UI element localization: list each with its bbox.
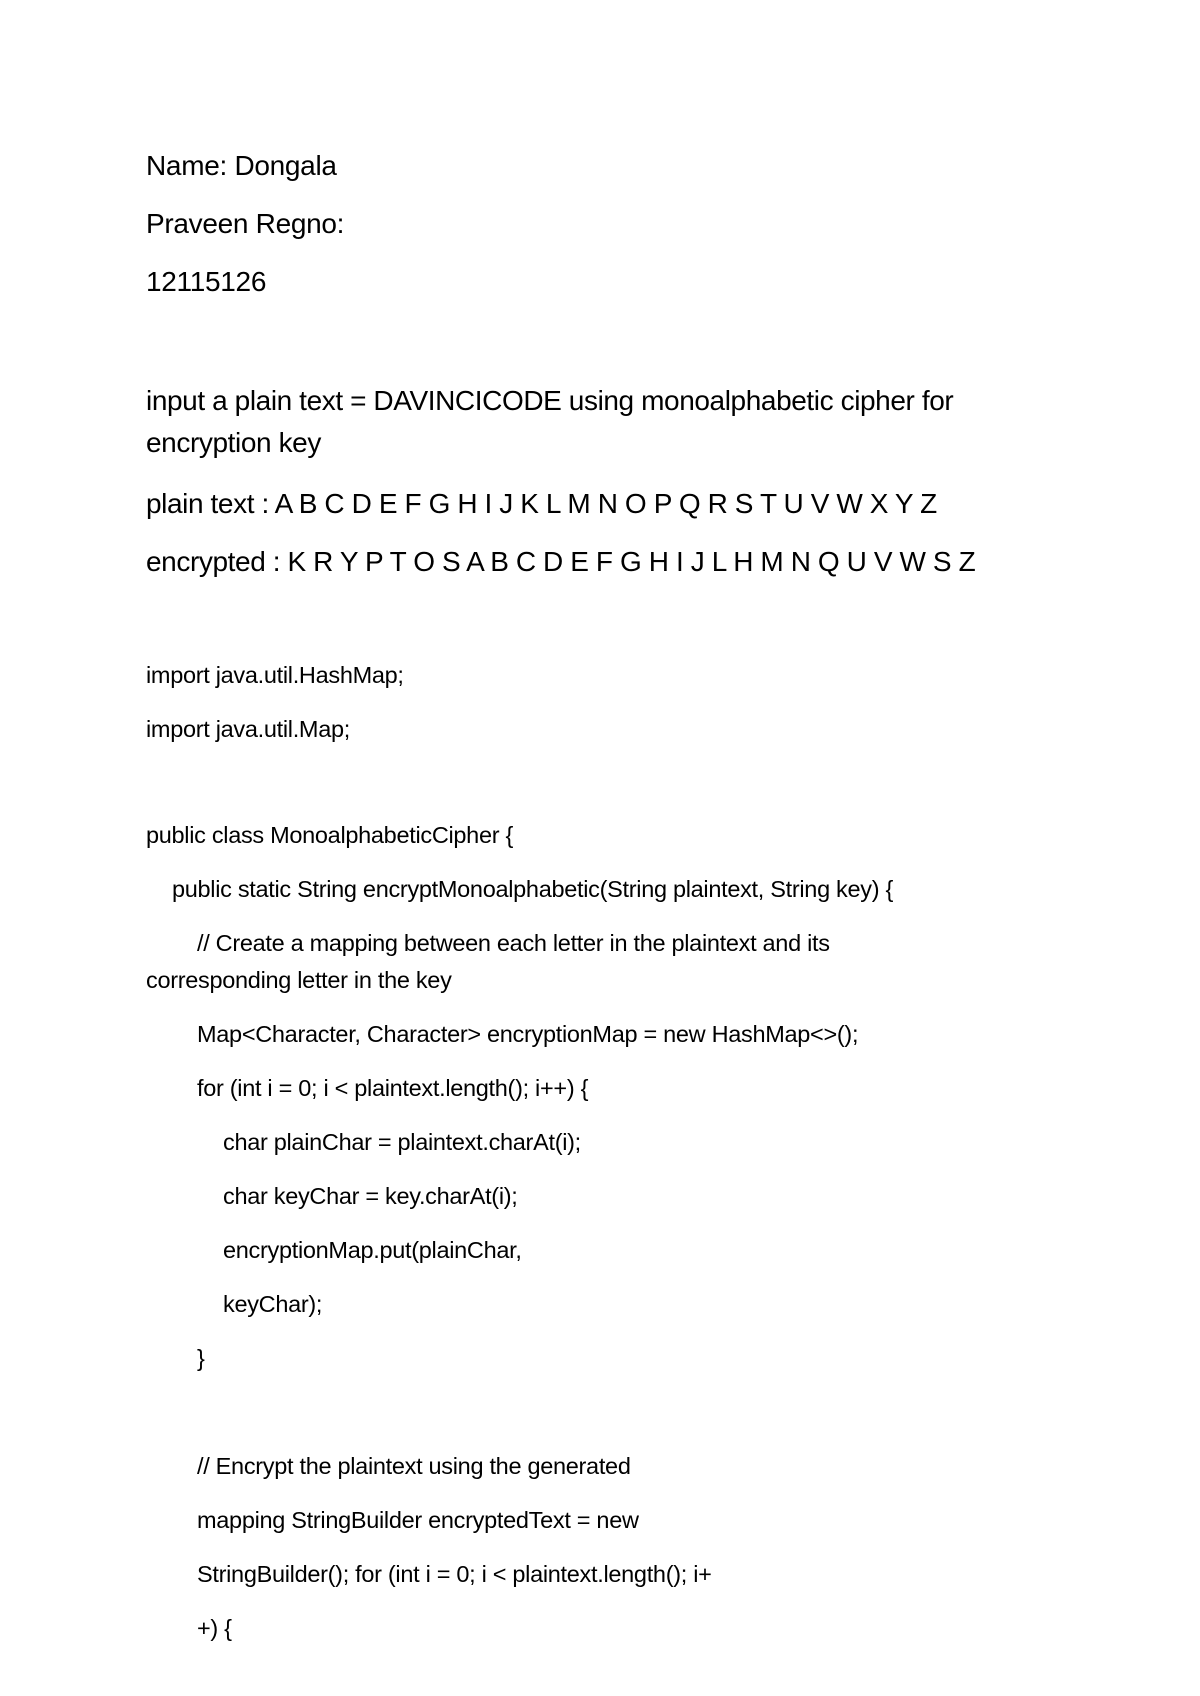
- regno-value: 12115126: [146, 266, 267, 297]
- code-line-class-declaration: public class MonoalphabeticCipher {: [146, 822, 514, 848]
- problem-statement-line-2: encryption key: [146, 427, 321, 458]
- code-line-comment-mapping: // Create a mapping between each letter in the plaintext and its: [197, 930, 830, 956]
- regno-label: Praveen Regno:: [146, 208, 345, 239]
- code-line-plain-char: char plainChar = plaintext.charAt(i);: [223, 1129, 581, 1155]
- code-line-key-char: char keyChar = key.charAt(i);: [223, 1183, 518, 1209]
- code-line-comment-mapping-cont: corresponding letter in the key: [146, 967, 452, 993]
- code-line-comment-encrypt: // Encrypt the plaintext using the generated: [197, 1453, 631, 1479]
- code-line-map-declaration: Map<Character, Character> encryptionMap = new HashMap<>();: [197, 1021, 859, 1047]
- encrypted-alphabet: encrypted : K R Y P T O S A B C D E F G H I J L H M N Q U V W S Z: [146, 546, 976, 577]
- code-line-stringbuilder: mapping StringBuilder encryptedText = new: [197, 1507, 639, 1533]
- code-line-method-signature: public static String encryptMonoalphabetic(String plaintext, String key) {: [172, 876, 894, 902]
- code-line-second-for-loop-cont: +) {: [197, 1615, 232, 1641]
- problem-statement-line-1: input a plain text = DAVINCICODE using monoalphabetic cipher for: [146, 385, 954, 416]
- code-line-second-for-loop: StringBuilder(); for (int i = 0; i < plaintext.length(); i+: [197, 1561, 712, 1587]
- plain-text-alphabet: plain text : A B C D E F G H I J K L M N O P Q R S T U V W X Y Z: [146, 488, 937, 519]
- code-line-for-loop: for (int i = 0; i < plaintext.length(); i++) {: [197, 1075, 589, 1101]
- code-line-map-put-cont: keyChar);: [223, 1291, 323, 1317]
- code-line-import-hashmap: import java.util.HashMap;: [146, 662, 404, 688]
- code-line-map-put: encryptionMap.put(plainChar,: [223, 1237, 522, 1263]
- name-line: Name: Dongala: [146, 150, 337, 181]
- code-line-import-map: import java.util.Map;: [146, 716, 350, 742]
- code-line-closing-brace: }: [197, 1345, 205, 1371]
